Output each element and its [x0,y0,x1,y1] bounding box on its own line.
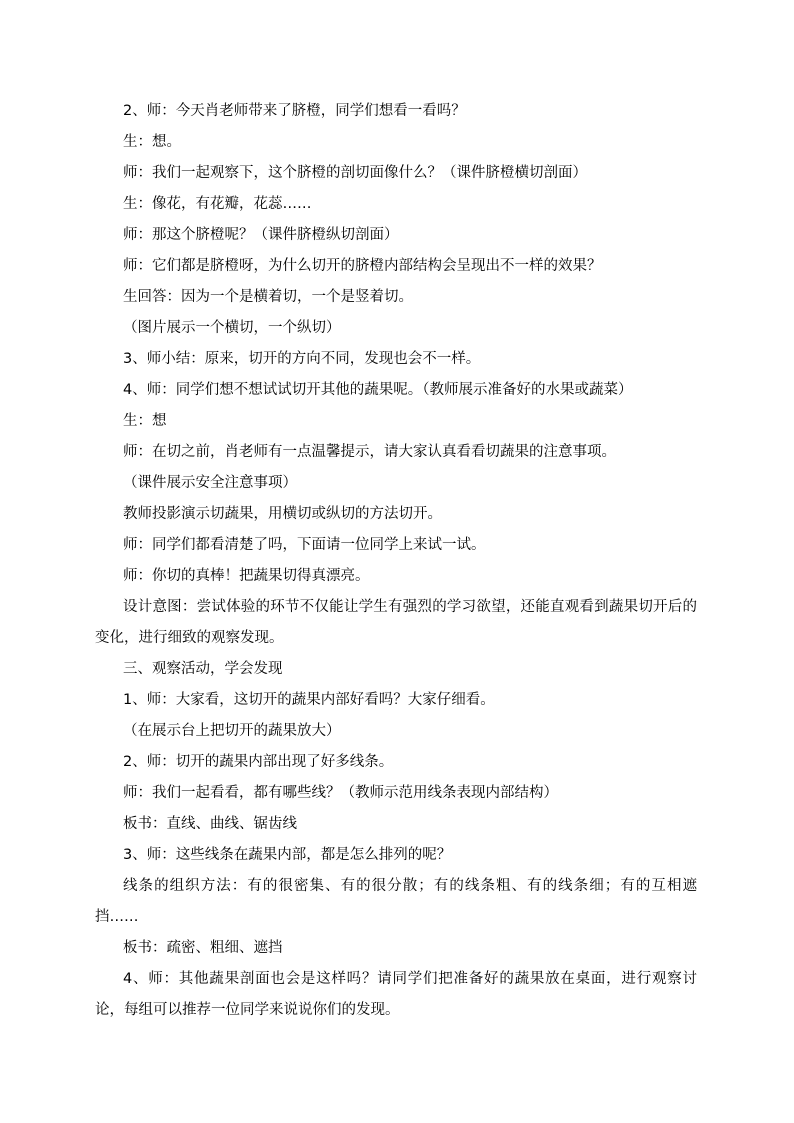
paragraph: 生：像花，有花瓣，花蕊…… [123,196,312,212]
paragraph: 教师投影演示切蔬果，用横切或纵切的方法切开。 [123,506,442,522]
paragraph: 3、师小结：原来，切开的方向不同，发现也会不一样。 [123,351,481,367]
paragraph: 师：我们一起观察下，这个脐橙的剖切面像什么？（课件脐橙横切剖面） [123,165,587,181]
paragraph: 生回答：因为一个是横着切，一个是竖着切。 [123,289,413,305]
paragraph: 4、师：其他蔬果剖面也会是这样吗？请同学们把准备好的蔬果放在桌面，进行观察讨论，每组可以推荐一位同学来说说你们的发现。 [95,971,697,1018]
design-intent-paragraph: 设计意图：尝试体验的环节不仅能让学生有强烈的学习欲望，还能直观看到蔬果切开后的变化，进行细致的观察发现。 [95,599,697,646]
paragraph: 4、师：同学们想不想试试切开其他的蔬果呢。（教师展示准备好的水果或蔬菜） [123,382,633,398]
paragraph: 生：想 [123,413,167,429]
paragraph: 板书：疏密、粗细、遮挡 [123,940,283,956]
paragraph: 师：我们一起看看，都有哪些线？（教师示范用线条表现内部结构） [123,785,558,801]
paragraph: 师：在切之前，肖老师有一点温馨提示，请大家认真看看切蔬果的注意事项。 [123,444,616,460]
paragraph: 3、师：这些线条在蔬果内部，都是怎么排列的呢？ [123,847,452,863]
paragraph: 师：那这个脐橙呢？（课件脐橙纵切剖面） [123,227,399,243]
paragraph: （课件展示安全注意事项） [123,475,297,491]
paragraph: 2、师：切开的蔬果内部出现了好多线条。 [123,754,394,770]
paragraph: （图片展示一个横切，一个纵切） [123,320,341,336]
document-body [95,96,697,1026]
paragraph: 1、师：大家看，这切开的蔬果内部好看吗？大家仔细看。 [123,692,495,708]
section-heading: 三、观察活动，学会发现 [123,661,283,677]
paragraph: 生：想。 [123,134,181,150]
paragraph: 师：它们都是脐橙呀，为什么切开的脐橙内部结构会呈现出不一样的效果？ [123,258,602,274]
paragraph: 线条的组织方法：有的很密集、有的很分散；有的线条粗、有的线条细；有的互相遮挡…… [95,878,697,925]
paragraph: 师：你切的真棒！把蔬果切得真漂亮。 [123,568,370,584]
paragraph: 板书：直线、曲线、锯齿线 [123,816,297,832]
paragraph: 师：同学们都看清楚了吗，下面请一位同学上来试一试。 [123,537,486,553]
paragraph: 2、师：今天肖老师带来了脐橙，同学们想看一看吗？ [123,103,466,119]
paragraph: （在展示台上把切开的蔬果放大） [123,723,341,739]
